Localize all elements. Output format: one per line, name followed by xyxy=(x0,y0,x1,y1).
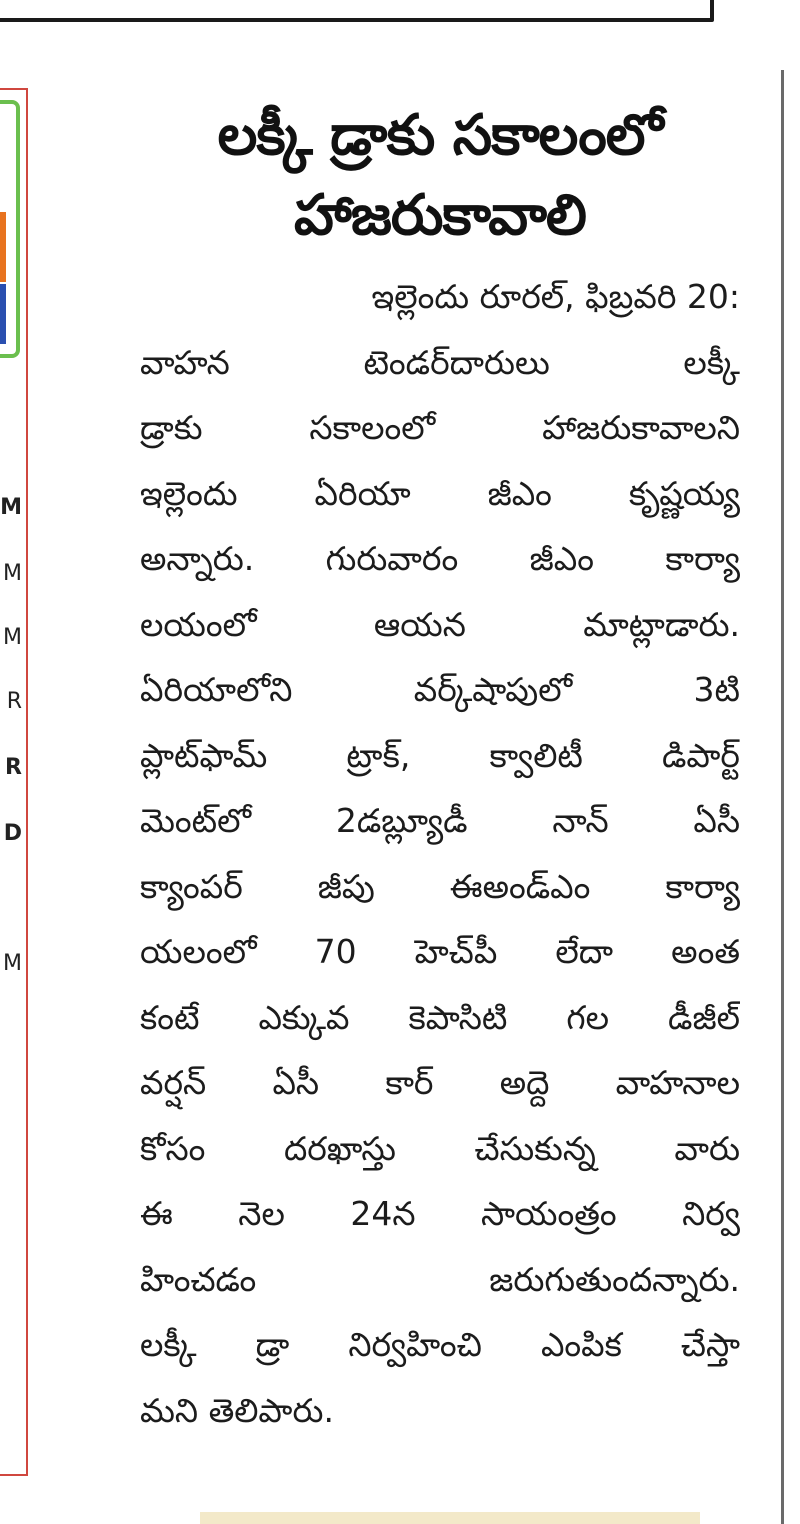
side-panel-letter: R xyxy=(6,690,22,714)
headline-line-2: హాజరుకావాలి xyxy=(294,183,586,248)
side-panel-letter: M xyxy=(0,496,22,520)
side-panel-letter: M xyxy=(3,626,22,650)
body-line: హించడం జరుగుతుందన్నారు. xyxy=(140,1259,740,1299)
body-line: క్యాంపర్ జీపు ఈఅండ్ఎం కార్యా xyxy=(140,866,740,906)
body-line: లయంలో ఆయన మాట్లాడారు. xyxy=(140,604,740,644)
side-panel-letter: M xyxy=(3,952,22,976)
body-line: ఏరియాలోని వర్క్‌షాపులో 3టి xyxy=(140,670,740,709)
news-article xyxy=(140,96,740,1443)
body-line: యలంలో 70 హెచ్‌పీ లేదా అంత xyxy=(140,932,740,971)
side-panel-letter: D xyxy=(3,822,22,846)
body-line: మని తెలిపారు. xyxy=(140,1390,334,1430)
next-section-strip xyxy=(200,1512,700,1524)
body-line: ఈ నెల 24న సాయంత్రం నిర్వ xyxy=(140,1194,740,1233)
body-line: అన్నారు. గురువారం జీఎం కార్యా xyxy=(140,539,740,578)
body-line: కోసం దరఖాస్తు చేసుకున్న వారు xyxy=(140,1128,740,1168)
body-line: డ్రాకు సకాలంలో హాజరుకావాలని xyxy=(140,408,740,447)
adjacent-ad-badge xyxy=(0,100,20,358)
body-line: వర్షన్ ఏసీ కార్ అద్దె వాహనాల xyxy=(140,1063,740,1102)
body-line: వాహన టెండర్‌దారులు లక్కీ xyxy=(140,342,740,382)
body-line: కంటే ఎక్కువ కెపాసిటి గల డీజీల్ xyxy=(140,997,740,1037)
article-body xyxy=(140,264,740,1443)
body-line: ప్లాట్‌ఫామ్ ట్రాక్, క్వాలిటీ డిపార్ట్ xyxy=(140,735,740,775)
side-panel-letter: M xyxy=(3,562,22,586)
badge-blue-block xyxy=(0,284,6,344)
headline-line-1: లక్కీ డ్రాకు సకాలంలో xyxy=(217,103,663,168)
body-line: ఇల్లెందు రూరల్, ఫిబ్రవరి 20: xyxy=(371,277,740,316)
badge-orange-block xyxy=(0,212,6,282)
side-panel-letter: R xyxy=(5,756,22,780)
column-divider xyxy=(781,70,784,1524)
previous-article-box xyxy=(0,0,714,22)
body-line: లక్కీ డ్రా నిర్వహించి ఎంపిక చేస్తా xyxy=(140,1325,740,1364)
body-line: మెంట్‌లో 2డబ్ల్యూడీ నాన్ ఏసీ xyxy=(140,801,740,840)
body-line: ఇల్లెందు ఏరియా జీఎం కృష్ణయ్య xyxy=(140,473,740,513)
article-headline xyxy=(140,96,740,256)
